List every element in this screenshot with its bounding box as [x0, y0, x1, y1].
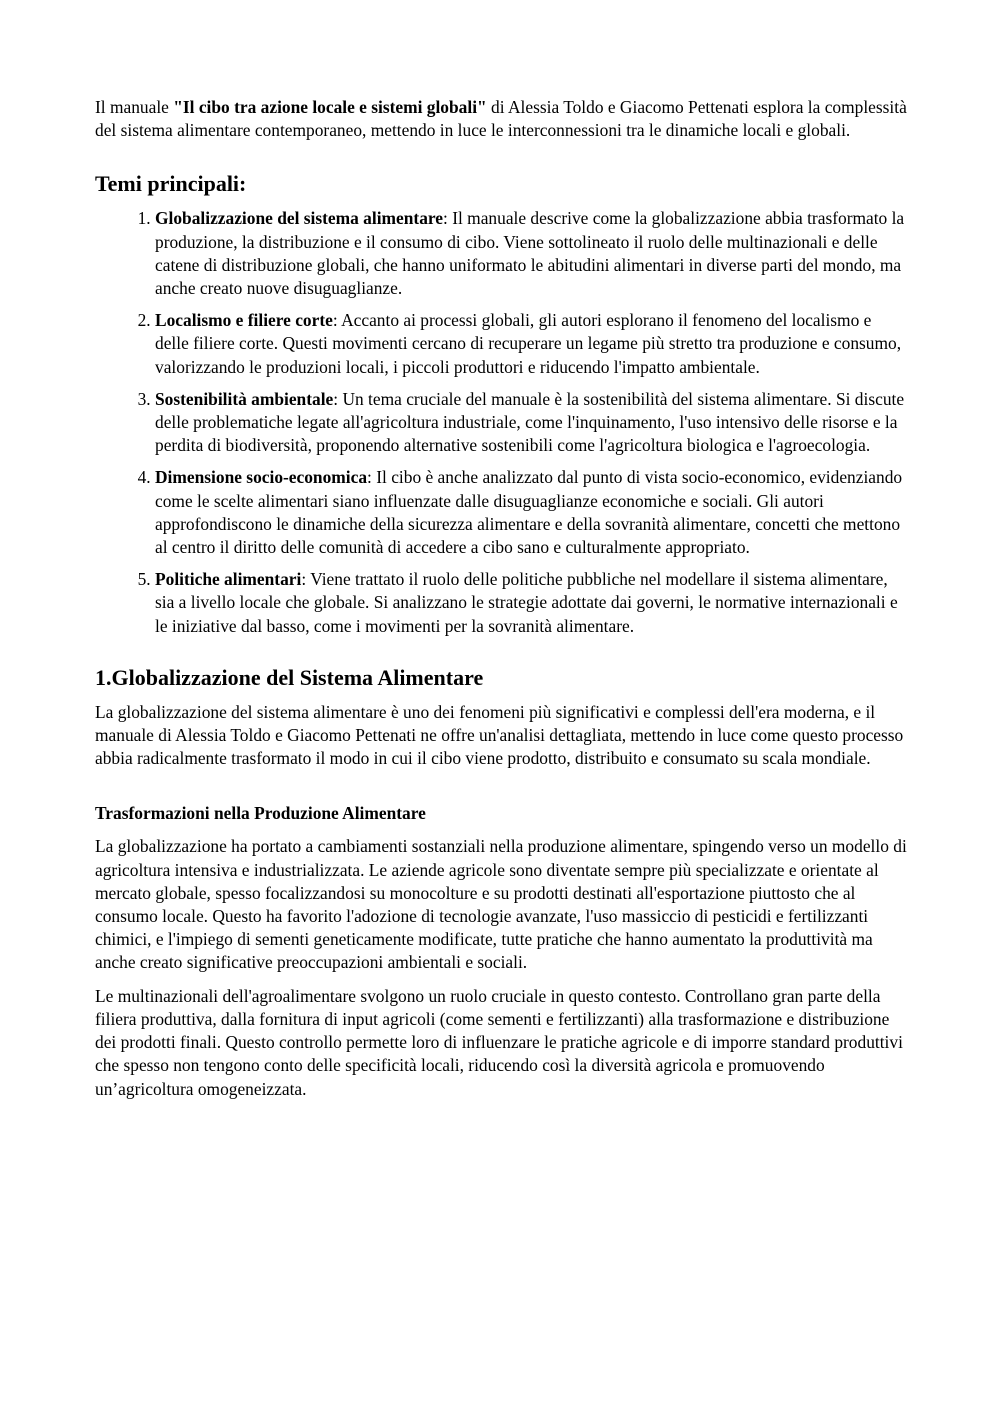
theme-text: : Accanto ai processi globali, gli autori esplorano il fenomeno del localismo e delle filiere corte. Questi movimenti cercano di recuperare un legame più stretto tra produzione e consumo, valorizzando le produzioni locali, i piccoli produttori e riducendo l'impatto ambientale.	[155, 310, 902, 377]
body-paragraph: La globalizzazione ha portato a cambiamenti sostanziali nella produzione alimentare, spingendo verso un modello di agricoltura intensiva e industrializzata. Le aziende agricole sono diventate sempre più specializzate e orientate al mercato globale, spesso focalizzandosi su monocolture e su prodotti destinati all'esportazione piuttosto che al consumo locale. Questo ha favorito l'adozione di tecnologie avanzate, l'uso massiccio di pesticidi e fertilizzanti chimici, e l'impiego di sementi geneticamente modificate, tutte pratiche che hanno aumentato la produttività ma anche creato significative preoccupazioni ambientali e sociali.	[95, 836, 907, 973]
body-paragraph: Le multinazionali dell'agroalimentare svolgono un ruolo cruciale in questo contesto. Controllano gran parte della filiera produttiva, dalla fornitura di input agricoli (come sementi e fertilizzanti) alla trasformazione e distribuzione dei prodotti finali. Questo controllo permette loro di influenzare le pratiche agricole e di imporre standard produttivi che spesso non tengono conto delle specificità locali, riducendo così la diversità agricola e promuovendo un’agricoltura omogeneizzata.	[95, 985, 903, 1099]
themes-list	[95, 207, 907, 637]
list-item	[155, 568, 907, 638]
theme-title: Dimensione socio-economica	[155, 467, 368, 488]
subsection-heading: Trasformazioni nella Produzione Alimentare	[95, 803, 426, 824]
list-item	[155, 466, 907, 559]
theme-title: Politiche alimentari	[155, 569, 302, 590]
section-intro-paragraph: La globalizzazione del sistema alimentare è uno dei fenomeni più significativi e complessi dell'era moderna, e il manuale di Alessia Toldo e Giacomo Pettenati ne offre un'analisi dettagliata, mettendo in luce come questo processo abbia radicalmente trasformato il modo in cui il cibo viene prodotto, distribuito e consumato su scala mondiale.	[95, 701, 904, 769]
section-heading: 1.Globalizzazione del Sistema Alimentare	[95, 664, 484, 690]
intro-paragraph	[95, 96, 907, 142]
theme-text: : Il cibo è anche analizzato dal punto di vista socio-economico, evidenziando come le scelte alimentari siano influenzate dalle disuguaglianze economiche e sociali. Gli autori approfondiscono le dinamiche della sicurezza alimentare e della sovranità alimentare, concetti che mettono al centro il diritto delle comunità di accedere a cibo sano e culturalmente appropriato.	[155, 467, 903, 558]
list-item	[155, 388, 907, 458]
theme-title: Sostenibilità ambientale	[155, 388, 334, 409]
book-title: "Il cibo tra azione locale e sistemi globali"	[173, 97, 487, 117]
intro-prefix: Il manuale	[95, 97, 174, 117]
list-item	[155, 207, 907, 300]
theme-text: : Viene trattato il ruolo delle politiche pubbliche nel modellare il sistema alimentare, sia a livello locale che globale. Si analizzano le strategie adottate dai governi, le normative internazionali e le iniziative dal basso, come i movimenti per la sovranità alimentare.	[155, 569, 898, 636]
list-item	[155, 309, 907, 379]
document-page	[95, 96, 907, 1111]
theme-text: : Un tema cruciale del manuale è la sostenibilità del sistema alimentare. Si discute delle problematiche legate all'agricoltura industriale, come l'inquinamento, l'uso intensivo delle risorse e la perdita di biodiversità, proponendo alternative sostenibili come l'agricoltura biologica e l'agroecologia.	[155, 388, 905, 456]
theme-title: Globalizzazione del sistema alimentare	[155, 208, 444, 229]
themes-heading: Temi principali:	[95, 171, 247, 197]
intro-suffix: di Alessia Toldo e Giacomo Pettenati esplora la complessità del sistema alimentare contemporaneo, mettendo in luce le interconnessioni tra le dinamiche locali e globali.	[95, 97, 907, 141]
theme-text: : Il manuale descrive come la globalizzazione abbia trasformato la produzione, la distribuzione e il consumo di cibo. Viene sottolineato il ruolo delle multinazionali e delle catene di distribuzione globali, che hanno uniformato le abitudini alimentari in diverse parti del mondo, ma anche creato nuove disuguaglianze.	[155, 208, 905, 299]
theme-title: Localismo e filiere corte	[155, 310, 333, 331]
